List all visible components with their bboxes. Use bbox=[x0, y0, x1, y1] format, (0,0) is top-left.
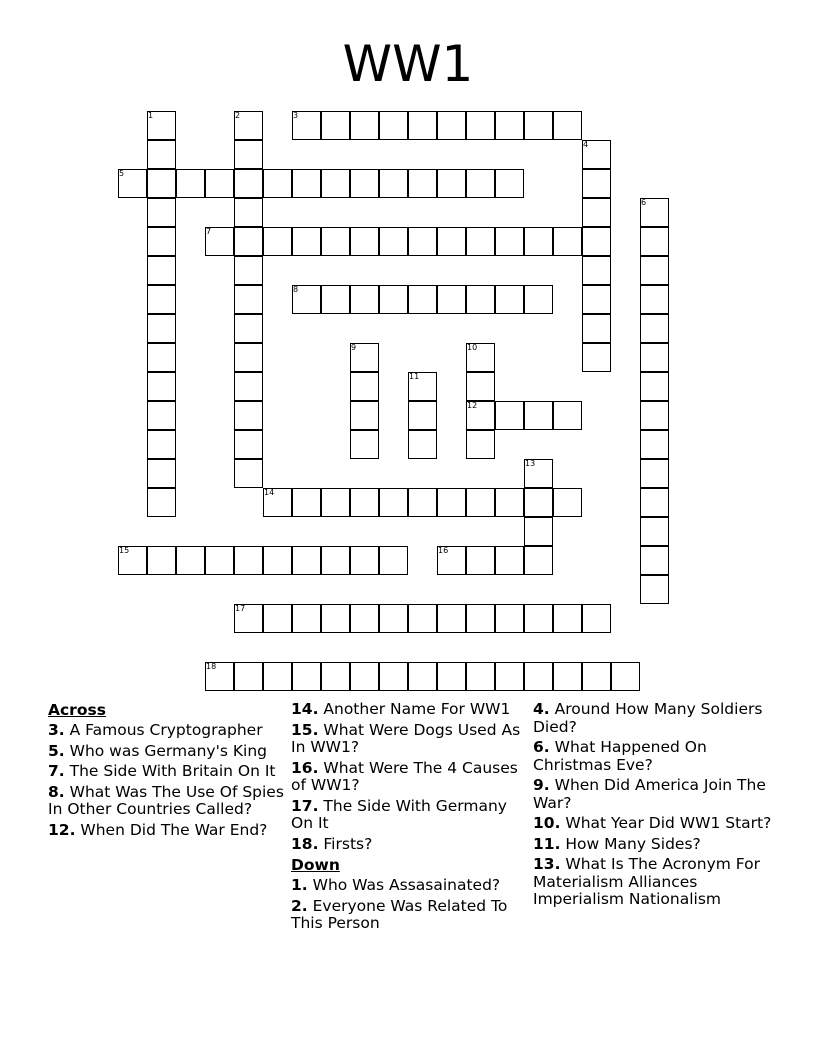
grid-cell[interactable] bbox=[350, 546, 379, 575]
clues-column-1 bbox=[48, 701, 284, 842]
grid-cell[interactable] bbox=[466, 604, 495, 633]
clue-text: What Were The 4 Causes of WW1? bbox=[291, 758, 518, 794]
grid-cell[interactable] bbox=[495, 169, 524, 198]
grid-cell[interactable] bbox=[147, 546, 176, 575]
clue-item bbox=[48, 722, 284, 740]
grid-cell[interactable] bbox=[147, 343, 176, 372]
across-clue-list bbox=[48, 722, 284, 839]
grid-cell[interactable] bbox=[292, 488, 321, 517]
grid-cell[interactable] bbox=[408, 488, 437, 517]
grid-cell[interactable] bbox=[524, 604, 553, 633]
clue-item bbox=[291, 877, 523, 895]
grid-cell[interactable] bbox=[437, 285, 466, 314]
grid-cell[interactable] bbox=[524, 285, 553, 314]
grid-cell[interactable] bbox=[147, 401, 176, 430]
clue-item bbox=[48, 763, 284, 781]
clue-item bbox=[533, 815, 773, 833]
clue-number-16: 16 bbox=[438, 546, 449, 555]
clue-num: 13. bbox=[533, 855, 561, 873]
grid-cell[interactable] bbox=[408, 662, 437, 691]
grid-cell[interactable] bbox=[582, 198, 611, 227]
grid-cell[interactable] bbox=[553, 488, 582, 517]
grid-cell[interactable] bbox=[582, 662, 611, 691]
clue-item bbox=[291, 722, 523, 757]
clue-text: Who Was Assasainated? bbox=[307, 876, 501, 894]
grid-cell[interactable] bbox=[524, 111, 553, 140]
grid-cell[interactable] bbox=[234, 169, 263, 198]
grid-cell[interactable] bbox=[611, 662, 640, 691]
grid-cell[interactable] bbox=[321, 604, 350, 633]
grid-cell[interactable] bbox=[640, 314, 669, 343]
clue-number-8: 8 bbox=[293, 285, 299, 294]
grid-cell[interactable] bbox=[408, 227, 437, 256]
grid-cell[interactable] bbox=[147, 372, 176, 401]
grid-cell[interactable] bbox=[640, 546, 669, 575]
clue-item bbox=[533, 701, 773, 736]
grid-cell[interactable] bbox=[147, 459, 176, 488]
grid-cell[interactable] bbox=[350, 372, 379, 401]
clue-number-12: 12 bbox=[467, 401, 478, 410]
grid-cell[interactable] bbox=[466, 285, 495, 314]
grid-cell[interactable] bbox=[147, 169, 176, 198]
clue-item bbox=[48, 822, 284, 840]
clue-num: 7. bbox=[48, 762, 65, 780]
grid-cell[interactable] bbox=[350, 430, 379, 459]
down-clue-list bbox=[291, 877, 523, 933]
grid-cell[interactable] bbox=[350, 604, 379, 633]
grid-cell[interactable] bbox=[495, 604, 524, 633]
down-heading: Down bbox=[291, 856, 340, 874]
clue-item bbox=[533, 777, 773, 812]
clue-text: Another Name For WW1 bbox=[318, 700, 511, 718]
clue-text: Firsts? bbox=[318, 834, 373, 853]
grid-cell[interactable] bbox=[234, 459, 263, 488]
grid-cell[interactable] bbox=[379, 111, 408, 140]
grid-cell[interactable] bbox=[582, 227, 611, 256]
grid-cell[interactable] bbox=[524, 227, 553, 256]
grid-cell[interactable] bbox=[582, 343, 611, 372]
clue-num: 9. bbox=[533, 776, 550, 794]
across-heading: Across bbox=[48, 701, 106, 719]
clue-num: 3. bbox=[48, 721, 65, 739]
clue-number-18: 18 bbox=[206, 662, 217, 671]
grid-cell[interactable] bbox=[379, 488, 408, 517]
grid-cell[interactable] bbox=[379, 169, 408, 198]
clue-number-4: 4 bbox=[583, 140, 589, 149]
grid-cell[interactable] bbox=[495, 662, 524, 691]
grid-cell[interactable] bbox=[292, 546, 321, 575]
grid-cell[interactable] bbox=[379, 285, 408, 314]
grid-cell[interactable] bbox=[263, 227, 292, 256]
grid-cell[interactable] bbox=[292, 662, 321, 691]
clue-number-14: 14 bbox=[264, 488, 275, 497]
grid-cell[interactable] bbox=[495, 111, 524, 140]
grid-cell[interactable] bbox=[408, 401, 437, 430]
grid-cell[interactable] bbox=[582, 285, 611, 314]
grid-cell[interactable] bbox=[437, 169, 466, 198]
clue-num: 17. bbox=[291, 796, 319, 815]
across-clue-list-continued bbox=[291, 701, 523, 853]
grid-cell[interactable] bbox=[321, 488, 350, 517]
clue-num: 12. bbox=[48, 820, 76, 839]
grid-cell[interactable] bbox=[292, 604, 321, 633]
clue-text: A Famous Cryptographer bbox=[64, 721, 263, 739]
grid-cell[interactable] bbox=[147, 430, 176, 459]
grid-cell[interactable] bbox=[495, 546, 524, 575]
clue-item bbox=[291, 798, 523, 833]
grid-cell[interactable] bbox=[437, 227, 466, 256]
grid-cell[interactable] bbox=[379, 227, 408, 256]
grid-cell[interactable] bbox=[640, 517, 669, 546]
grid-cell[interactable] bbox=[495, 488, 524, 517]
grid-cell[interactable] bbox=[408, 430, 437, 459]
grid-cell[interactable] bbox=[582, 604, 611, 633]
grid-cell[interactable] bbox=[350, 285, 379, 314]
grid-cell[interactable] bbox=[640, 488, 669, 517]
grid-cell[interactable] bbox=[147, 488, 176, 517]
clue-num: 8. bbox=[48, 782, 65, 801]
clue-num: 4. bbox=[533, 700, 550, 718]
clue-number-11: 11 bbox=[409, 372, 420, 381]
clue-text: When Did America Join The War? bbox=[533, 776, 766, 812]
grid-cell[interactable] bbox=[466, 430, 495, 459]
clue-num: 16. bbox=[291, 758, 319, 777]
grid-cell[interactable] bbox=[582, 314, 611, 343]
grid-cell[interactable] bbox=[263, 169, 292, 198]
grid-cell[interactable] bbox=[495, 285, 524, 314]
clue-text: Everyone Was Related To This Person bbox=[291, 896, 508, 932]
grid-cell[interactable] bbox=[495, 401, 524, 430]
grid-cell[interactable] bbox=[437, 488, 466, 517]
clue-item bbox=[291, 701, 523, 719]
grid-cell[interactable] bbox=[640, 227, 669, 256]
grid-cell[interactable] bbox=[350, 169, 379, 198]
grid-cell[interactable] bbox=[582, 256, 611, 285]
grid-cell[interactable] bbox=[640, 459, 669, 488]
grid-cell[interactable] bbox=[466, 111, 495, 140]
clue-num: 2. bbox=[291, 896, 308, 915]
grid-cell[interactable] bbox=[234, 401, 263, 430]
grid-cell[interactable] bbox=[205, 169, 234, 198]
grid-cell[interactable] bbox=[640, 372, 669, 401]
grid-cell[interactable] bbox=[524, 662, 553, 691]
down-clue-list-continued bbox=[533, 701, 773, 909]
clue-text: What Happened On Christmas Eve? bbox=[533, 738, 707, 774]
grid-cell[interactable] bbox=[466, 169, 495, 198]
clue-number-15: 15 bbox=[119, 546, 130, 555]
clues-column-2 bbox=[291, 701, 523, 936]
grid-cell[interactable] bbox=[234, 662, 263, 691]
clue-number-6: 6 bbox=[641, 198, 647, 207]
clue-num: 5. bbox=[48, 741, 65, 760]
grid-cell[interactable] bbox=[466, 488, 495, 517]
grid-cell[interactable] bbox=[292, 169, 321, 198]
clue-number-7: 7 bbox=[206, 227, 212, 236]
clue-text: What Is The Acronym For Materialism Alliances Imperialism Nationalism bbox=[533, 855, 760, 908]
grid-cell[interactable] bbox=[553, 401, 582, 430]
clue-num: 11. bbox=[533, 834, 561, 853]
clue-text: The Side With Germany On It bbox=[291, 796, 507, 832]
grid-cell[interactable] bbox=[234, 430, 263, 459]
grid-cell[interactable] bbox=[640, 285, 669, 314]
grid-cell[interactable] bbox=[350, 488, 379, 517]
clue-text: What Was The Use Of Spies In Other Countries Called? bbox=[48, 782, 284, 818]
grid-cell[interactable] bbox=[495, 227, 524, 256]
grid-cell[interactable] bbox=[263, 662, 292, 691]
clue-text: When Did The War End? bbox=[75, 820, 268, 839]
clue-item bbox=[533, 739, 773, 774]
clue-number-5: 5 bbox=[119, 169, 125, 178]
grid-cell[interactable] bbox=[350, 662, 379, 691]
grid-cell[interactable] bbox=[292, 227, 321, 256]
clue-item bbox=[533, 856, 773, 909]
clue-text: What Year Did WW1 Start? bbox=[560, 814, 772, 832]
grid-cell[interactable] bbox=[321, 662, 350, 691]
grid-cell[interactable] bbox=[524, 546, 553, 575]
grid-cell[interactable] bbox=[408, 169, 437, 198]
grid-cell[interactable] bbox=[379, 604, 408, 633]
clue-num: 1. bbox=[291, 876, 308, 894]
grid-cell[interactable] bbox=[408, 604, 437, 633]
grid-cell[interactable] bbox=[234, 372, 263, 401]
grid-cell[interactable] bbox=[234, 546, 263, 575]
grid-cell[interactable] bbox=[640, 430, 669, 459]
grid-cell[interactable] bbox=[205, 546, 234, 575]
clue-item bbox=[533, 836, 773, 854]
grid-cell[interactable] bbox=[466, 546, 495, 575]
clue-text: What Were Dogs Used As In WW1? bbox=[291, 720, 521, 756]
grid-cell[interactable] bbox=[466, 372, 495, 401]
grid-cell[interactable] bbox=[147, 140, 176, 169]
grid-cell[interactable] bbox=[640, 401, 669, 430]
grid-cell[interactable] bbox=[321, 227, 350, 256]
clue-number-2: 2 bbox=[235, 111, 241, 120]
clue-num: 10. bbox=[533, 814, 561, 832]
grid-cell[interactable] bbox=[553, 662, 582, 691]
clue-text: The Side With Britain On It bbox=[64, 762, 276, 780]
clue-item bbox=[48, 743, 284, 761]
grid-cell[interactable] bbox=[437, 111, 466, 140]
clue-item bbox=[291, 898, 523, 933]
grid-cell[interactable] bbox=[147, 314, 176, 343]
page-title: WW1 bbox=[342, 35, 474, 93]
clue-num: 6. bbox=[533, 738, 550, 756]
grid-cell[interactable] bbox=[524, 517, 553, 546]
grid-cell[interactable] bbox=[234, 343, 263, 372]
clue-number-13: 13 bbox=[525, 459, 536, 468]
clue-item bbox=[48, 784, 284, 819]
clues-column-3 bbox=[533, 701, 773, 912]
grid-cell[interactable] bbox=[234, 140, 263, 169]
clue-text: Around How Many Soldiers Died? bbox=[533, 700, 763, 736]
clue-text: How Many Sides? bbox=[560, 834, 701, 853]
grid-cell[interactable] bbox=[350, 111, 379, 140]
grid-cell[interactable] bbox=[176, 169, 205, 198]
grid-cell[interactable] bbox=[582, 169, 611, 198]
grid-cell[interactable] bbox=[234, 314, 263, 343]
grid-cell[interactable] bbox=[640, 343, 669, 372]
clue-number-1: 1 bbox=[148, 111, 154, 120]
grid-cell[interactable] bbox=[147, 227, 176, 256]
grid-cell[interactable] bbox=[553, 227, 582, 256]
grid-cell[interactable] bbox=[350, 401, 379, 430]
grid-cell[interactable] bbox=[234, 227, 263, 256]
clue-num: 15. bbox=[291, 720, 319, 739]
grid-cell[interactable] bbox=[553, 111, 582, 140]
clue-number-9: 9 bbox=[351, 343, 357, 352]
grid-cell[interactable] bbox=[466, 227, 495, 256]
grid-cell[interactable] bbox=[379, 662, 408, 691]
grid-cell[interactable] bbox=[147, 198, 176, 227]
clue-number-17: 17 bbox=[235, 604, 246, 613]
grid-cell[interactable] bbox=[147, 285, 176, 314]
grid-cell[interactable] bbox=[524, 401, 553, 430]
grid-cell[interactable] bbox=[379, 546, 408, 575]
grid-cell[interactable] bbox=[321, 546, 350, 575]
clue-item bbox=[291, 836, 523, 854]
clue-text: Who was Germany's King bbox=[64, 741, 267, 760]
grid-cell[interactable] bbox=[640, 256, 669, 285]
grid-cell[interactable] bbox=[234, 198, 263, 227]
grid-cell[interactable] bbox=[437, 604, 466, 633]
clue-num: 14. bbox=[291, 700, 319, 718]
grid-cell[interactable] bbox=[147, 256, 176, 285]
grid-cell[interactable] bbox=[553, 604, 582, 633]
grid-cell[interactable] bbox=[524, 488, 553, 517]
clue-item bbox=[291, 760, 523, 795]
grid-cell[interactable] bbox=[176, 546, 205, 575]
clue-number-10: 10 bbox=[467, 343, 478, 352]
grid-cell[interactable] bbox=[350, 227, 379, 256]
grid-cell[interactable] bbox=[321, 285, 350, 314]
grid-cell[interactable] bbox=[321, 169, 350, 198]
grid-cell[interactable] bbox=[263, 604, 292, 633]
grid-cell[interactable] bbox=[640, 575, 669, 604]
clue-num: 18. bbox=[291, 834, 319, 853]
grid-cell[interactable] bbox=[234, 256, 263, 285]
grid-cell[interactable] bbox=[321, 111, 350, 140]
clue-number-3: 3 bbox=[293, 111, 299, 120]
grid-cell[interactable] bbox=[234, 285, 263, 314]
grid-cell[interactable] bbox=[437, 662, 466, 691]
grid-cell[interactable] bbox=[466, 662, 495, 691]
grid-cell[interactable] bbox=[263, 546, 292, 575]
grid-cell[interactable] bbox=[408, 285, 437, 314]
grid-cell[interactable] bbox=[408, 111, 437, 140]
